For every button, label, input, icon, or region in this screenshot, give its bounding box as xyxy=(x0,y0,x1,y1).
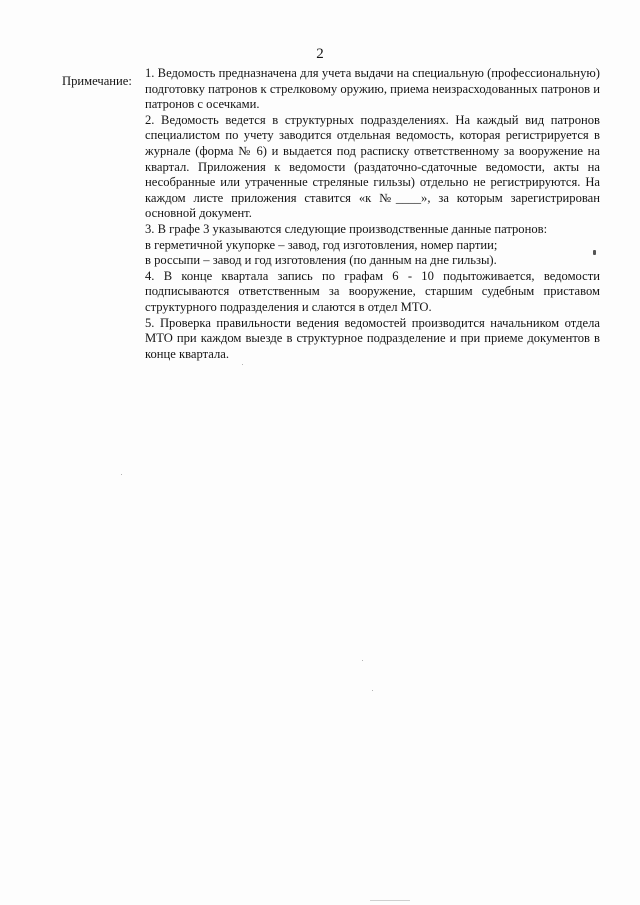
scan-speck xyxy=(362,660,363,661)
note-item-2: 2. Ведомость ведется в структурных подразделениях. На каждый вид патронов специалистом по учету заводится отдельная ведомость, которая регистрируется в журнале (форма № 6) и выдается под расписку ответственному за вооружение на квартал. Приложения к ведомости (раздаточно-сдаточные ведомости, акты на несобранные или утраченные стреляные гильзы) отдельно не регистрируются. На каждом листе приложения ставится «к №____», за которым зарегистрирован основной документ. xyxy=(145,112,600,221)
scan-speck xyxy=(242,364,243,365)
note-item-3-loose-line: в россыпи – завод и год изготовления (по данным на дне гильзы). xyxy=(145,253,497,268)
note-item-3: 3. В графе 3 указываются следующие производственные данные патронов: xyxy=(145,221,548,236)
note-item-4: 4. В конце квартала запись по графам 6 - 10 подытоживается, ведомости подписываются ответственным за вооружение, старшим судебным приставом структурного подразделения и слаются в отдел МТО. xyxy=(145,268,600,314)
scan-speck xyxy=(593,250,596,255)
scan-speck xyxy=(121,474,122,475)
note-item-1: 1. Ведомость предназначена для учета выдачи на специальную (профессиональную) подготовку патронов к стрелковому оружию, приема неизрасходованных патронов и патронов с осечками. xyxy=(145,66,600,112)
scan-edge-line xyxy=(370,900,410,901)
note-label: Примечание: xyxy=(62,74,132,88)
note-item-3-sealed-line: в герметичной укупорке – завод, год изготовления, номер партии; xyxy=(145,237,498,252)
scan-speck xyxy=(372,690,373,691)
note-item-5: 5. Проверка правильности ведения ведомостей производится начальником отдела МТО при каждом выезде в структурное подразделение и при приеме документов в конце квартала. xyxy=(145,315,600,361)
note-body xyxy=(145,66,600,362)
page-number: 2 xyxy=(316,46,324,62)
